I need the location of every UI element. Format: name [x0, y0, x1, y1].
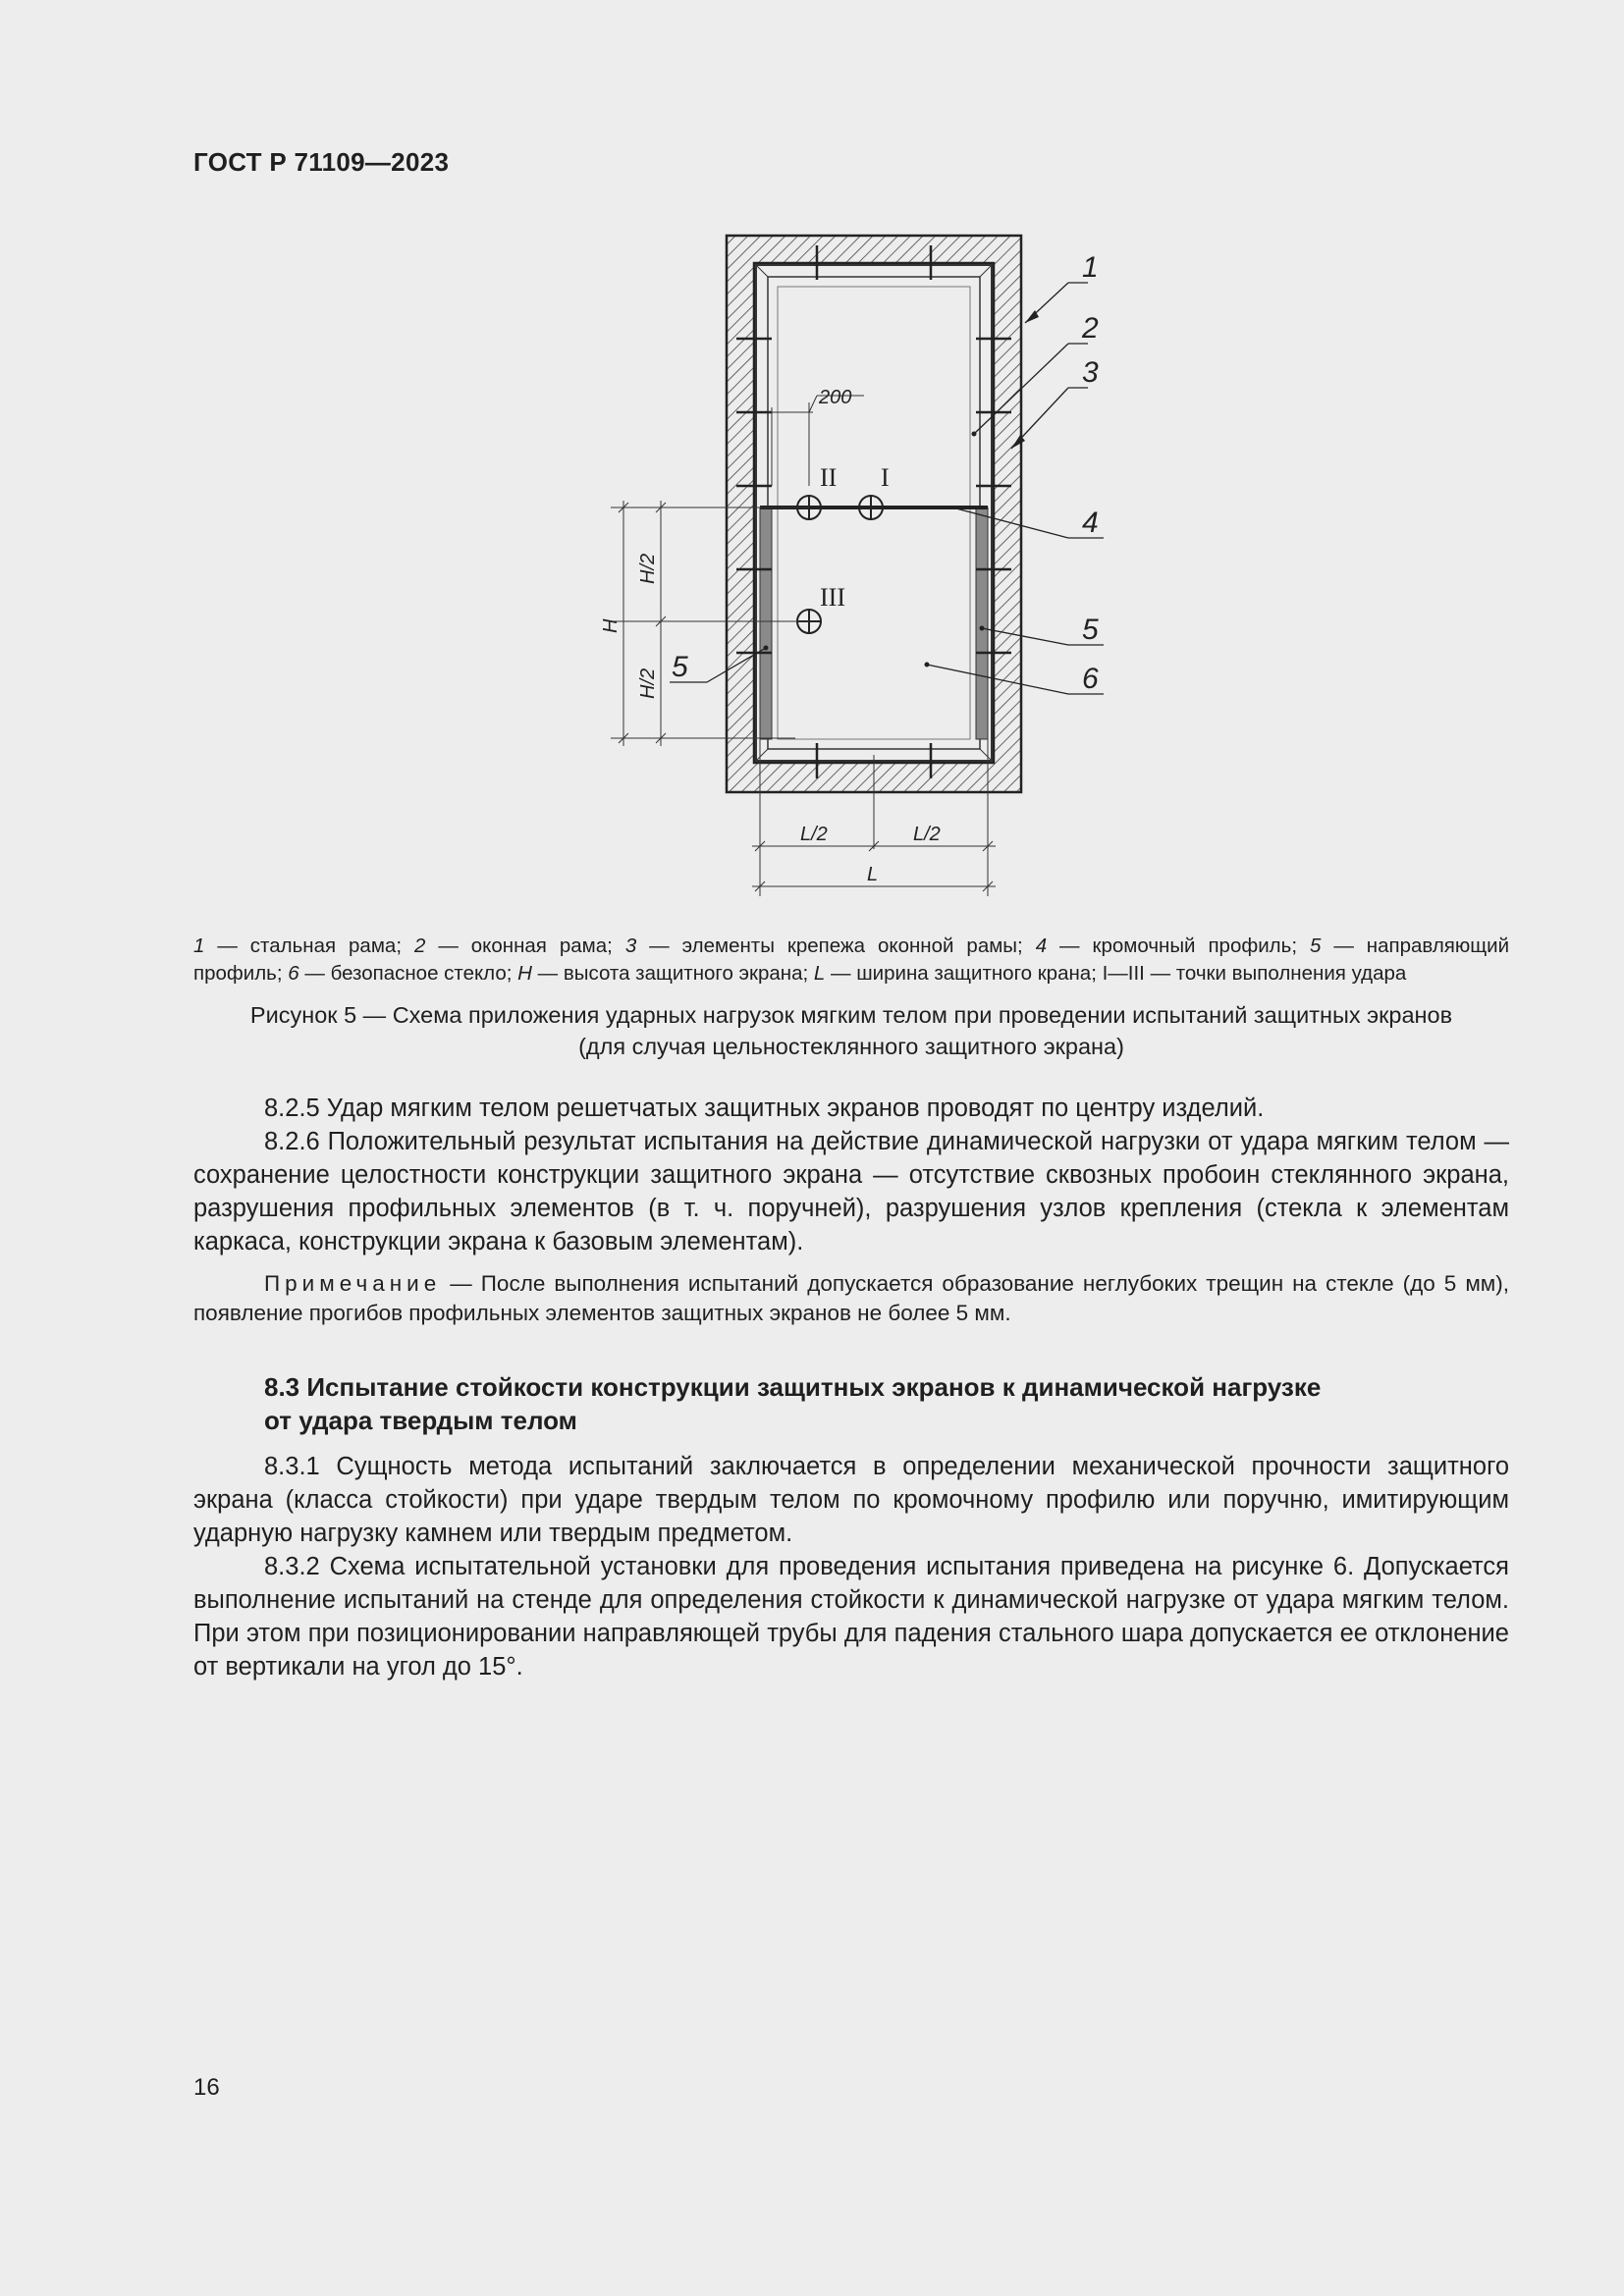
callout-3: 3: [1082, 356, 1099, 389]
figure-5-diagram: [550, 221, 1139, 908]
callout-4: 4: [1082, 507, 1099, 539]
callout-1: 1: [1082, 251, 1099, 284]
page-number: 16: [193, 2074, 220, 2101]
dim-l-total-label: L: [867, 864, 879, 885]
window-frame: [756, 265, 992, 761]
dim-l-half-right-label: L/2: [913, 824, 941, 845]
callout-5-right: 5: [1082, 614, 1099, 646]
dimension-200: [768, 396, 864, 486]
callout-2: 2: [1082, 312, 1099, 345]
callout-5-left: 5: [672, 651, 688, 683]
frame-scheme-svg: [550, 221, 1139, 908]
dim-h-half-bottom-label: H/2: [637, 667, 659, 699]
figure-legend: [193, 933, 1509, 988]
impact-point-II-label: II: [820, 463, 838, 492]
paragraph-8-3-2: 8.3.2 Схема испытательной установки для проведения испытания приведена на рисунке 6. Допускается выполнение испытаний на стенде для определения стойкости к динамической нагрузке от удара мягким телом. При этом при позиционировании направляющей трубы для падения стального шара допускается ее отклонение от вертикали на угол до 15°.: [193, 1553, 1509, 1681]
section-8-2-text: [193, 1092, 1509, 1258]
note-text: — После выполнения испытаний допускается образование неглубоких трещин на стекле (до 5 мм), появление прогибов профильных элементов защитных экранов не более 5 мм.: [193, 1271, 1509, 1325]
paragraph-8-2-5: 8.2.5 Удар мягким телом решетчатых защитных экранов проводят по центру изделий.: [264, 1095, 1265, 1122]
legend-line-2: профиль; 6 — безопасное стекло; H — высота защитного экрана; L — ширина защитного крана; I—III — точки выполнения удара: [193, 962, 1407, 985]
section-8-3-text: [193, 1450, 1509, 1683]
impact-point-I: [859, 496, 883, 519]
dim-l-half-left-label: L/2: [800, 824, 828, 845]
impact-point-III-label: III: [820, 583, 845, 612]
dim-h-total-label: H: [600, 618, 622, 633]
glass-pane: [778, 287, 970, 739]
figure-caption: Рисунок 5 — Схема приложения ударных нагрузок мягким телом при проведении испытаний защитных экранов (для случая цельностеклянного защитного экрана): [249, 1002, 1453, 1059]
dim-h-half-top-label: H/2: [637, 553, 659, 584]
note-label: Примечание: [264, 1271, 442, 1296]
dimension-200-label: 200: [819, 387, 852, 408]
paragraph-8-3-1: 8.3.1 Сущность метода испытаний заключается в определении механической прочности защитного экрана (класса стойкости) при ударе твердым телом по кромочному профилю или поручню, имитирующим ударную нагрузку камнем или твердым предметом.: [193, 1453, 1509, 1547]
document-code-header: ГОСТ Р 71109—2023: [193, 147, 450, 177]
impact-point-I-label: I: [881, 463, 890, 492]
dimension-h: [611, 501, 809, 746]
note-block: [193, 1269, 1509, 1328]
paragraph-8-2-6: 8.2.6 Положительный результат испытания на действие динамической нагрузки от удара мягким телом — сохранение целостности конструкции защитного экрана — отсутствие сквозных пробоин стеклянного экрана, разрушения профильных элементов (в т. ч. поручней), разрушения узлов крепления (стекла к элементам каркаса, конструкции экрана к базовым элементам).: [193, 1128, 1509, 1255]
callout-6: 6: [1082, 663, 1099, 695]
guide-profiles: [760, 507, 988, 739]
section-8-3-heading: 8.3 Испытание стойкости конструкции защитных экранов к динамической нагрузке от удара твердым телом: [264, 1372, 1322, 1435]
legend-line-1: 1 — стальная рама; 2 — оконная рама; 3 — элементы крепежа оконной рамы; 4 — кромочный профиль; 5 — направляющий: [193, 934, 1510, 957]
